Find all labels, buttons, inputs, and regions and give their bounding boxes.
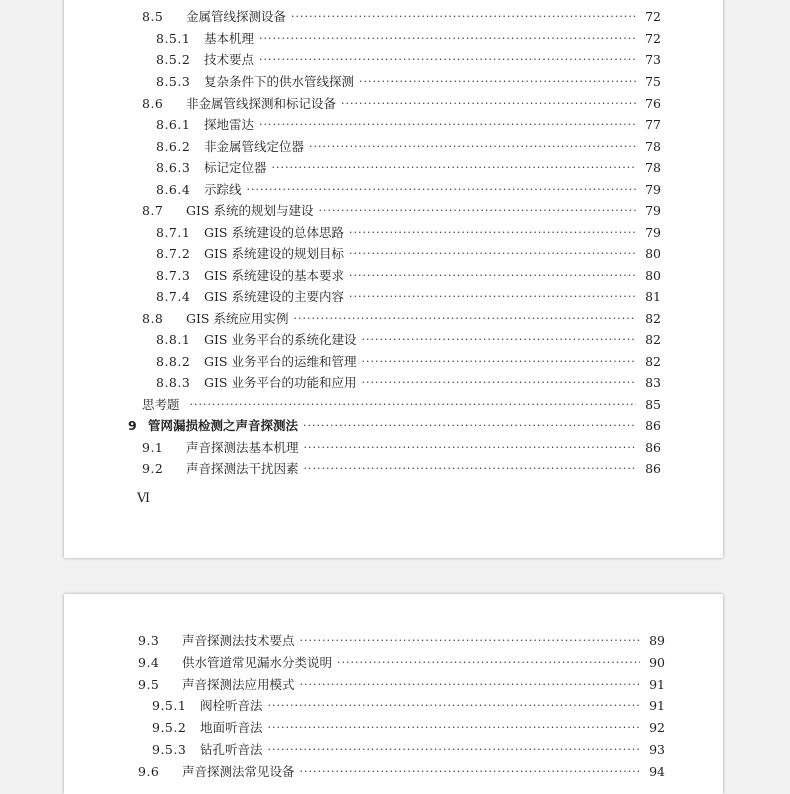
leader-dots [361, 355, 636, 368]
toc-entry-title: GIS 系统建设的基本要求 [204, 268, 344, 283]
toc-entry-number: 8.7.4 [156, 288, 191, 304]
toc-entry-number: 8.7 [142, 202, 164, 218]
toc-entry-title: 复杂条件下的供水管线探测 [204, 74, 355, 89]
toc-entry-number: 8.8 [142, 310, 164, 326]
toc-entry-page: 79 [645, 202, 661, 218]
toc-entry-title: GIS 系统建设的主要内容 [204, 289, 344, 304]
toc-entry-title: 非金属管线探测和标记设备 [186, 96, 337, 111]
toc-entry-page: 80 [645, 245, 661, 261]
toc-entry-title: 金属管线探测设备 [186, 9, 287, 24]
toc-entry-title: 技术要点 [204, 52, 255, 67]
toc-entry-8-7-3[interactable] [156, 265, 661, 285]
toc-entry-title: 地面听音法 [200, 720, 263, 735]
leader-dots [359, 75, 636, 88]
toc-entry-page: 86 [645, 439, 661, 455]
leader-dots [268, 743, 640, 756]
toc-entry-8-6-2[interactable] [156, 136, 661, 156]
toc-entry-title: 基本机理 [204, 31, 255, 46]
leader-dots [272, 161, 636, 174]
leader-dots [349, 290, 636, 303]
toc-entry-page: 94 [649, 763, 665, 779]
leader-dots [293, 312, 636, 325]
toc-entry-8-7-4[interactable] [156, 286, 661, 306]
toc-entry-8-6[interactable] [142, 93, 661, 113]
toc-entry-title: 声音探测法干扰因素 [186, 461, 299, 476]
toc-entry-9-5-2[interactable] [152, 717, 665, 737]
toc-entry-questions[interactable] [142, 394, 661, 414]
toc-entry-page: 82 [645, 353, 661, 369]
toc-entry-page: 80 [645, 267, 661, 283]
leader-dots [304, 441, 636, 454]
toc-entry-9-1[interactable] [142, 437, 661, 457]
toc-entry-8-8-1[interactable] [156, 329, 661, 349]
toc-entry-page: 82 [645, 331, 661, 347]
toc-entry-page: 76 [645, 95, 661, 111]
toc-entry-9-5[interactable] [138, 674, 665, 694]
toc-entry-number: 8.5 [142, 8, 164, 24]
toc-entry-9-4[interactable] [138, 652, 665, 672]
toc-entry-number: 9.6 [138, 763, 160, 779]
page-number: Ⅵ [137, 491, 151, 506]
leader-dots [349, 269, 636, 282]
toc-entry-number: 9.3 [138, 632, 160, 648]
toc-entry-8-5-3[interactable] [156, 71, 661, 91]
toc-entry-number: 8.8.1 [156, 331, 191, 347]
leader-dots [300, 634, 640, 647]
toc-entry-8-8[interactable] [142, 308, 661, 328]
toc-entry-8-6-1[interactable] [156, 114, 661, 134]
toc-entry-title: 声音探测法应用模式 [182, 677, 295, 692]
toc-entry-number: 9.5.2 [152, 719, 187, 735]
toc-entry-9-5-3[interactable] [152, 739, 665, 759]
toc-entry-number: 9.2 [142, 460, 164, 476]
toc-entry-page: 72 [645, 8, 661, 24]
leader-dots [349, 226, 636, 239]
toc-entry-title: GIS 系统的规划与建设 [186, 203, 314, 218]
toc-entry-8-8-3[interactable] [156, 372, 661, 392]
toc-entry-number: 8.5.3 [156, 73, 191, 89]
toc-entry-8-6-3[interactable] [156, 157, 661, 177]
toc-entry-number: 8.7.1 [156, 224, 191, 240]
leader-dots [291, 10, 636, 23]
toc-entry-number: 8.8.3 [156, 374, 191, 390]
toc-entry-title: 钻孔听音法 [200, 742, 263, 757]
document-page-1 [64, 0, 723, 558]
toc-entry-page: 92 [649, 719, 665, 735]
toc-entry-number: 9.5 [138, 676, 160, 692]
toc-entry-8-7-1[interactable] [156, 222, 661, 242]
toc-entry-number: 9.5.1 [152, 697, 187, 713]
toc-entry-8-7-2[interactable] [156, 243, 661, 263]
toc-entry-8-7[interactable] [142, 200, 661, 220]
leader-dots [268, 721, 640, 734]
leader-dots [247, 183, 636, 196]
toc-entry-number: 8.5.1 [156, 30, 191, 46]
toc-entry-page: 90 [649, 654, 665, 670]
toc-entry-title: 声音探测法技术要点 [182, 633, 295, 648]
toc-entry-title: GIS 系统建设的规划目标 [204, 246, 344, 261]
toc-entry-page: 78 [645, 138, 661, 154]
toc-entry-page: 78 [645, 159, 661, 175]
toc-entry-page: 86 [645, 417, 661, 433]
toc-entry-page: 86 [645, 460, 661, 476]
toc-entry-page: 79 [645, 224, 661, 240]
leader-dots [349, 247, 636, 260]
toc-entry-number: 8.7.3 [156, 267, 191, 283]
leader-dots [259, 32, 636, 45]
toc-entry-number: 8.6.2 [156, 138, 191, 154]
toc-entry-number: 9.5.3 [152, 741, 187, 757]
toc-entry-number: 8.6 [142, 95, 164, 111]
toc-entry-title: 标记定位器 [204, 160, 267, 175]
leader-dots [318, 204, 636, 217]
toc-entry-page: 75 [645, 73, 661, 89]
toc-entry-number: 8.5.2 [156, 51, 191, 67]
toc-entry-page: 77 [645, 116, 661, 132]
toc-entry-title: GIS 业务平台的系统化建设 [204, 332, 357, 347]
leader-dots [300, 765, 640, 778]
leader-dots [309, 140, 636, 153]
toc-entry-8-5-1[interactable] [156, 28, 661, 48]
leader-dots [190, 398, 636, 411]
toc-entry-9-3[interactable] [138, 630, 665, 650]
leader-dots [337, 656, 640, 669]
toc-entry-chapter-9[interactable] [128, 415, 661, 435]
toc-entry-title: 思考题 [142, 397, 180, 412]
toc-entry-page: 91 [649, 676, 665, 692]
toc-entry-page: 91 [649, 697, 665, 713]
toc-entry-title: GIS 业务平台的运维和管理 [204, 354, 357, 369]
toc-entry-page: 93 [649, 741, 665, 757]
leader-dots [303, 419, 636, 432]
toc-entry-page: 85 [645, 396, 661, 412]
toc-entry-number: 9.4 [138, 654, 160, 670]
toc-entry-page: 79 [645, 181, 661, 197]
leader-dots [259, 53, 636, 66]
toc-entry-title: GIS 系统建设的总体思路 [204, 225, 344, 240]
toc-entry-8-8-2[interactable] [156, 351, 661, 371]
toc-entry-page: 82 [645, 310, 661, 326]
leader-dots [341, 97, 636, 110]
toc-entry-title: 探地雷达 [204, 117, 255, 132]
toc-entry-number: 8.6.1 [156, 116, 191, 132]
toc-entry-page: 73 [645, 51, 661, 67]
toc-entry-title: 管网漏损检测之声音探测法 [148, 418, 299, 433]
toc-entry-9-5-1[interactable] [152, 695, 665, 715]
document-page-2 [64, 594, 723, 794]
toc-entry-title: 非金属管线定位器 [204, 139, 305, 154]
leader-dots [300, 678, 640, 691]
toc-entry-title: 供水管道常见漏水分类说明 [182, 655, 333, 670]
toc-entry-number: 9 [128, 417, 138, 433]
toc-entry-number: 8.8.2 [156, 353, 191, 369]
toc-entry-8-5[interactable] [142, 6, 661, 26]
toc-entry-page: 81 [645, 288, 661, 304]
toc-entry-page: 72 [645, 30, 661, 46]
toc-entry-number: 8.6.4 [156, 181, 191, 197]
toc-entry-title: 声音探测法常见设备 [182, 764, 295, 779]
toc-entry-number: 8.7.2 [156, 245, 191, 261]
toc-entry-number: 9.1 [142, 439, 164, 455]
toc-entry-page: 89 [649, 632, 665, 648]
toc-entry-title: 阀栓听音法 [200, 698, 263, 713]
leader-dots [268, 699, 640, 712]
toc-entry-9-6[interactable] [138, 761, 665, 781]
leader-dots [259, 118, 636, 131]
leader-dots [361, 333, 636, 346]
leader-dots [361, 376, 636, 389]
toc-entry-title: GIS 系统应用实例 [186, 311, 289, 326]
toc-entry-page: 83 [645, 374, 661, 390]
toc-entry-number: 8.6.3 [156, 159, 191, 175]
toc-entry-8-5-2[interactable] [156, 49, 661, 69]
toc-entry-title: GIS 业务平台的功能和应用 [204, 375, 357, 390]
toc-entry-title: 示踪线 [204, 182, 242, 197]
toc-entry-title: 声音探测法基本机理 [186, 440, 299, 455]
toc-entry-8-6-4[interactable] [156, 179, 661, 199]
toc-entry-9-2[interactable] [142, 458, 661, 478]
leader-dots [304, 462, 636, 475]
